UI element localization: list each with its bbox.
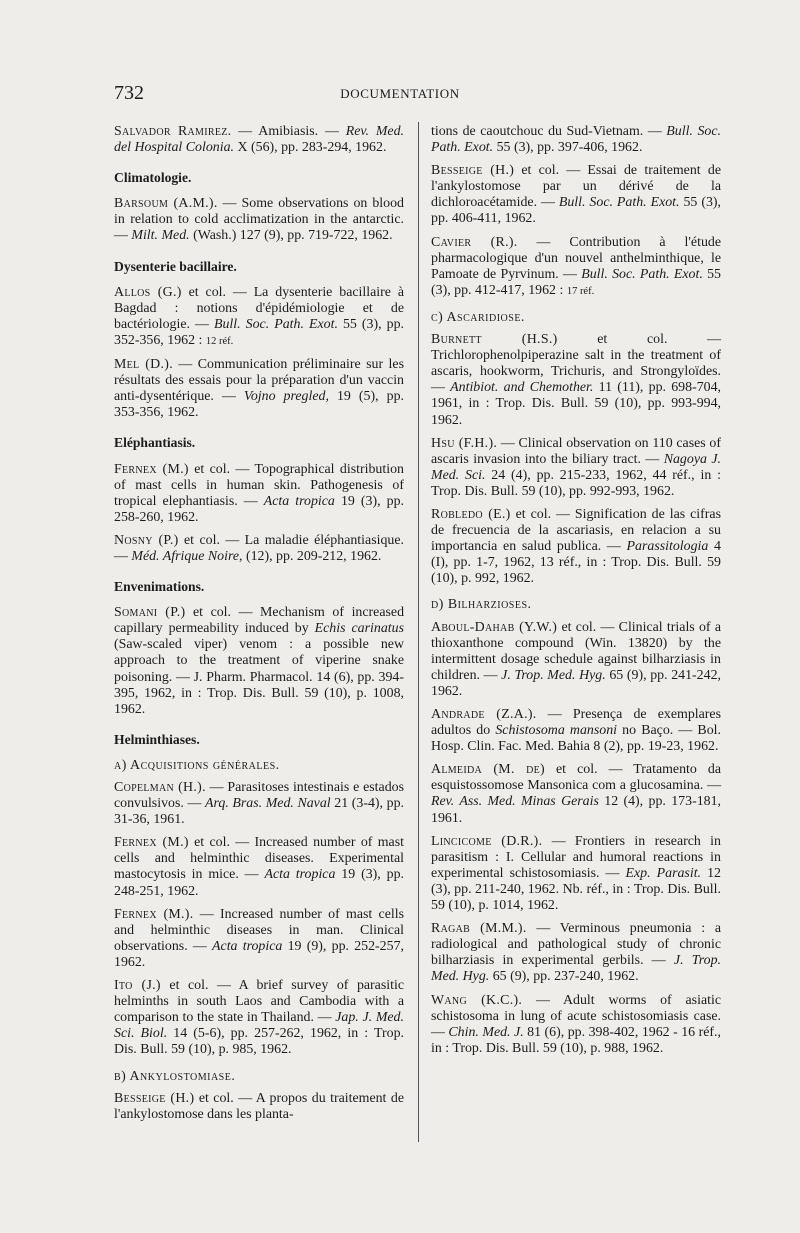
entry-reference: 65 (9), pp. 241-242, 1962. [431, 667, 721, 699]
entry-reference: 12 (4), pp. 173-181, 1961. [431, 794, 721, 826]
entry-author: Lincicome (D.R.). [431, 833, 543, 849]
entry-journal: J. Trop. Med. Hyg. [501, 667, 606, 683]
entry-text: et col. — A brief survey of parasitic helminths in south Laos and Cambodia with a comparison to the state in Thailand. — [114, 978, 404, 1026]
entry-author: Allos (G.) [114, 284, 182, 300]
entry-author: Ragab (M.M.). [431, 921, 527, 937]
entry-reference: , (12), pp. 209-212, 1962. [239, 548, 382, 564]
reference-entry [114, 196, 404, 244]
reference-entry [431, 507, 721, 587]
entry-journal: Rev. Med. del Hospital Colonia. [114, 124, 404, 156]
entry-reference: 81 (6), pp. 398-402, 1962 - 16 réf., in : Trop. Dis. Bull. 59 (10), p. 988, 1962. [431, 1024, 721, 1056]
entry-text: et col. — A propos du traitement de l'ankylostomose dans les planta- [114, 1090, 404, 1122]
entry-journal: Bull. Soc. Path. Exot. [431, 124, 721, 156]
entry-journal: Milt. Med. [131, 228, 190, 244]
entry-reference: 11 (11), pp. 698-704, 1961, in : Trop. Dis. Bull. 59 (10), pp. 993-994, 1962. [431, 380, 722, 428]
reference-entry [114, 462, 404, 526]
entry-journal: Arq. Bras. Med. Naval [204, 796, 331, 812]
entry-author: Barsoum (A.M.). [114, 196, 218, 212]
subsection-heading: a) Acquisitions générales. [114, 757, 280, 773]
entry-journal: Bull. Soc. Path. Exot. [581, 266, 703, 282]
reference-entry [114, 835, 404, 899]
entry-author: Ito (J.) [114, 978, 161, 994]
left-column [114, 124, 404, 1130]
right-column [431, 124, 721, 1064]
entry-ref-count: 12 réf. [205, 335, 234, 347]
running-head: DOCUMENTATION [340, 86, 460, 101]
reference-entry [114, 907, 404, 971]
entry-author: Cavier (R.). [431, 234, 518, 250]
entry-author: Wang (K.C.). [431, 992, 523, 1008]
entry-reference: 24 (4), pp. 215-233, 1962, 44 réf., in : Trop. Dis. Bull. 59 (10), pp. 992-993, 1962. [431, 467, 721, 499]
entry-text: et col. — Tratamento da esquistossomose Mansonica com a glucosamina. — [431, 762, 722, 794]
entry-text: — Amibiasis. — [231, 124, 346, 139]
entry-author: Copelman (H.). [114, 780, 206, 795]
reference-entry [114, 978, 404, 1058]
reference-entry [431, 707, 721, 755]
entry-reference: 55 (3), pp. 397-406, 1962. [493, 140, 643, 156]
entry-reference: 14 (5-6), pp. 257-262, 1962, in : Trop. Dis. Bull. 59 (10), p. 985, 1962. [114, 1026, 404, 1058]
subsection-heading: b) Ankylostomiase. [114, 1068, 236, 1084]
entry-author: Fernex (M.) [114, 835, 189, 851]
entry-text: et col. — Essai de traitement de l'ankylostomose par un dérivé de la dichloroacétamide. — [431, 163, 721, 211]
reference-entry [114, 780, 404, 828]
entry-author: Nosny (P.) [114, 532, 179, 548]
entry-text: et col. — Clinical trials of a thioxanthone compound (Win. 13820) by the intermittent dosage schedule against bilharziasis in children. — [431, 619, 722, 683]
section-heading: Dysenterie bacillaire. [114, 258, 237, 274]
entry-journal: Nagoya J. Med. Sci. [431, 451, 721, 483]
entry-journal: Jap. J. Med. Sci. Biol. [114, 1010, 404, 1042]
entry-author: Besseige (H.) [431, 163, 515, 179]
entry-text: et col. — La dysenterie bacillaire à Bagdad : notions d'épidémiologie et de bactériologie. — [114, 284, 404, 332]
entry-journal: Echis carinatus [314, 621, 404, 637]
entry-author: Aboul-Dahab (Y.W.) [431, 619, 558, 635]
entry-reference: 19 (3), pp. 248-251, 1962. [114, 867, 404, 899]
section-heading: Climatologie. [114, 170, 192, 186]
entry-text: et col. — La maladie éléphantiasique. — [114, 532, 404, 564]
entry-text: — Adult worms of asiatic schistosoma in lung of acute schistosomiasis case. — [431, 992, 721, 1040]
reference-entry [431, 332, 721, 429]
section-heading: Envenimations. [114, 579, 205, 595]
reference-entry [431, 762, 721, 826]
entry-author: Salvador Ramirez. [114, 124, 232, 139]
entry-text: — Communication préliminaire sur les résultats des essais pour la préparation d'un vaccin anti-dysentérique. — [114, 357, 404, 405]
entry-text: et col. — Mechanism of increased capillary permeability induced by [114, 605, 405, 637]
entry-text: — Presença de exemplares adultos do [431, 707, 721, 739]
entry-journal: J. Trop. Med. Hyg. [431, 953, 721, 985]
entry-author: Hsu (F.H.). [431, 435, 498, 451]
entry-reference: 21 (3-4), pp. 31-36, 1961. [114, 796, 404, 828]
entry-journal: Bull. Soc. Path. Exot. [213, 316, 338, 332]
section-heading: Helminthiases. [114, 731, 200, 747]
reference-entry [431, 163, 721, 227]
reference-entry [114, 1091, 404, 1123]
entry-journal: Exp. Parasit. [625, 865, 702, 881]
reference-entry [431, 921, 721, 985]
entry-reference: 55 (3), pp. 406-411, 1962. [431, 195, 721, 227]
section-heading: Eléphantiasis. [114, 435, 196, 451]
entry-reference: 4 (I), pp. 1-7, 1962, 13 réf., in : Trop. Dis. Bull. 59 (10), p. 992, 1962. [431, 539, 721, 587]
reference-entry [114, 285, 404, 350]
entry-author: Burnett (H.S.) [431, 332, 558, 348]
page-number: 732 [114, 82, 144, 104]
entry-reference: 19 (5), pp. 353-356, 1962. [114, 389, 404, 421]
entry-journal: Parassitologia [626, 539, 709, 555]
reference-entry [114, 124, 404, 156]
reference-entry [431, 993, 721, 1057]
entry-journal: Schistosoma mansoni [495, 723, 618, 739]
column-divider [418, 122, 419, 1142]
subsection-heading: c) Ascaridiose. [431, 309, 525, 325]
entry-author: Almeida (M. de) [431, 762, 545, 778]
reference-entry [431, 436, 721, 500]
entry-journal: Chin. Med. J. [448, 1024, 524, 1040]
entry-reference: X (56), pp. 283-294, 1962. [234, 140, 387, 156]
entry-reference: 12 (3), pp. 211-240, 1962. Nb. réf., in : Trop. Dis. Bull. 59 (10), p. 1014, 1962. [431, 865, 721, 914]
entry-text: tions de caoutchouc du Sud-Vietnam. — [431, 124, 667, 139]
entry-author: Mel (D.). [114, 357, 173, 373]
entry-text: et col. — Increased number of mast cells and helminthic diseases. Experimental mastocytosis in mice. — [114, 835, 404, 883]
entry-text: — Some observations on blood in relation to cold acclimatization in the antarctic. — [114, 196, 404, 244]
entry-author: Besseige (H.) [114, 1090, 195, 1106]
reference-entry [431, 834, 721, 914]
entry-author: Robledo (E.) [431, 506, 511, 522]
entry-text: — Verminous pneumonia : a radiological and pathological study of chronic bilharziasis in experimental gerbils. — [431, 921, 722, 969]
entry-text: et col. — Signification de las cifras de frecuencia de la ascariasis, en relacion a su importancia en salud publica. — [431, 506, 721, 555]
entry-text: — Contribution à l'étude pharmacologique d'un nouvel anthelminthique, le Pamoate de Pyrvinum. — [431, 234, 722, 282]
entry-reference: 19 (3), pp. 258-260, 1962. [114, 493, 404, 525]
entry-reference: 65 (9), pp. 237-240, 1962. [489, 969, 639, 985]
entry-author: Fernex (M.) [114, 461, 189, 477]
entry-journal: Acta tropica [264, 867, 336, 883]
entry-reference: 55 (3), pp. 352-356, 1962 : [114, 316, 404, 348]
entry-reference: (Saw-scaled viper) venom : a possible new approach to the treatment of viperine snake poisoning. — J. Pharm. Pharmacol. 14 (6), pp. 394-395, 1962, in : Trop. Dis. Bull. 59 (10), p. 1008, 1962. [114, 637, 404, 717]
entry-author: Fernex (M.). [114, 906, 194, 922]
reference-entry [431, 235, 721, 300]
entry-reference: 55 (3), pp. 412-417, 1962 : [431, 266, 721, 298]
entry-ref-count: 17 réf. [566, 285, 595, 297]
entry-text: et col. — Topographical distribution of mast cells in human skin. Pathogenesis of tropical elephantiasis. — [114, 461, 404, 509]
entry-reference: 19 (9), pp. 252-257, 1962. [114, 938, 404, 970]
reference-entry [431, 124, 721, 156]
reference-entry [114, 533, 404, 565]
entry-reference: no Baço. — Bol. Hosp. Clin. Fac. Med. Bahia 8 (2), pp. 19-23, 1962. [431, 723, 721, 755]
entry-author: Somani (P.) [114, 605, 186, 621]
entry-text: — Increased number of mast cells and helminthic diseases in man. Clinical observations. — [114, 906, 404, 954]
entry-text: et col. — Trichlorophenolpiperazine salt in the treatment of ascaris, hookworm, Trichuris, and Strongyloïdes. — [431, 332, 721, 396]
reference-entry [431, 620, 721, 700]
reference-entry [114, 357, 404, 421]
entry-journal: Vojno pregled, [243, 389, 329, 405]
entry-text: — Parasitoses intestinais e estados convulsivos. — [114, 780, 404, 812]
entry-text: — Frontiers in research in parasitism : I. Cellular and humoral reactions in experimental schistosomiasis. — [431, 833, 721, 881]
entry-text: — Clinical observation on 110 cases of ascaris invasion into the biliary tract. — [431, 435, 721, 467]
entry-reference: (Wash.) 127 (9), pp. 719-722, 1962. [189, 228, 393, 244]
entry-journal: Méd. Afrique Noire [131, 548, 240, 564]
entry-author: Andrade (Z.A.). [431, 707, 537, 722]
entry-journal: Acta tropica [212, 938, 283, 954]
entry-journal: Antibiot. and Chemother. [450, 380, 594, 396]
entry-journal: Rev. Ass. Med. Minas Gerais [431, 794, 599, 810]
entry-journal: Bull. Soc. Path. Exot. [558, 195, 680, 211]
reference-entry [114, 605, 404, 718]
entry-journal: Acta tropica [263, 493, 335, 509]
subsection-heading: d) Bilharzioses. [431, 597, 532, 613]
